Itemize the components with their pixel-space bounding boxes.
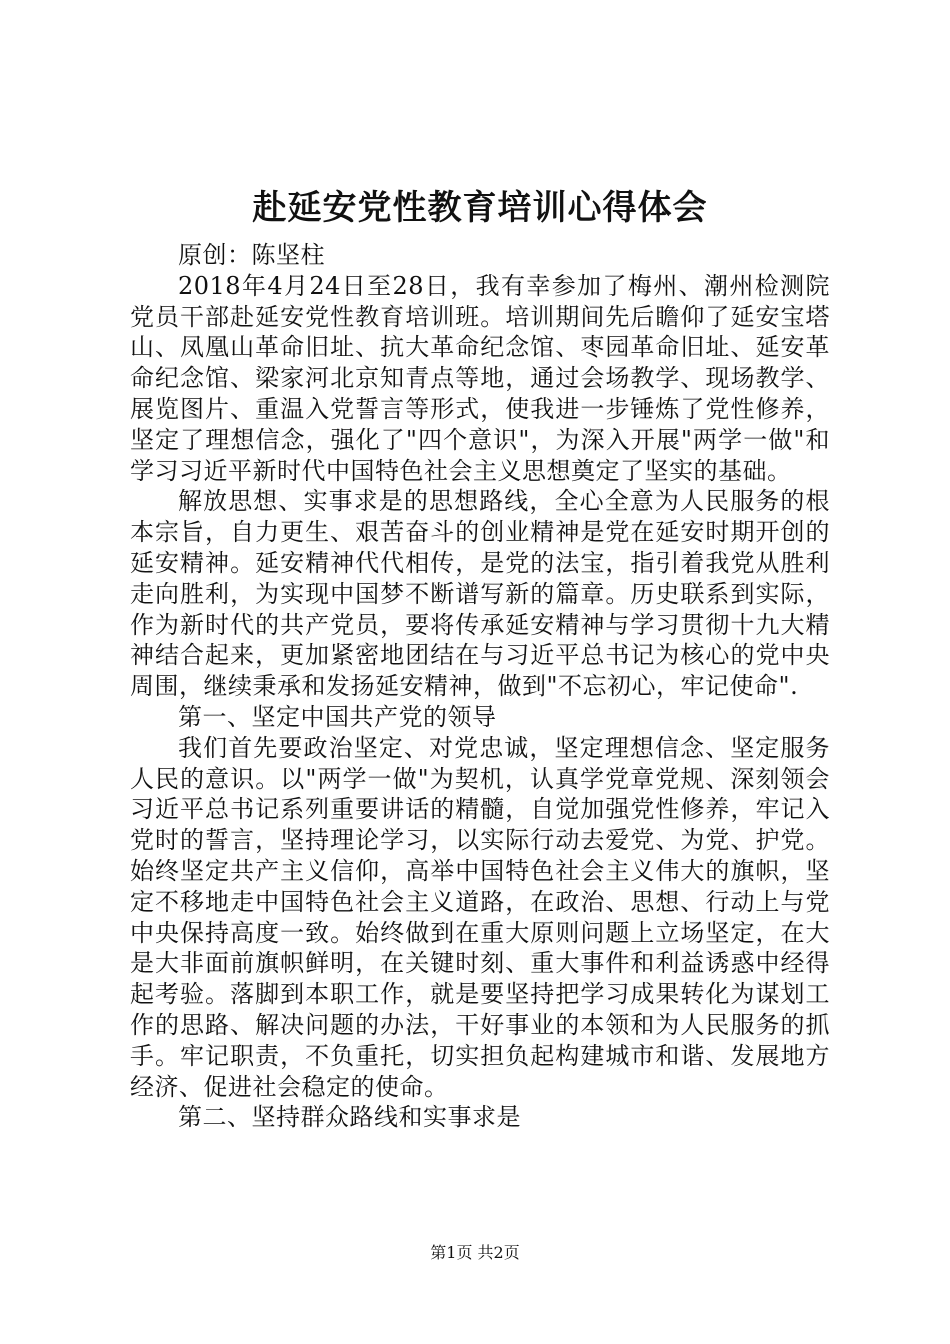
page-footer: 第1页 共2页 xyxy=(430,1243,520,1262)
section-heading-2: 第二、坚持群众路线和实事求是 xyxy=(178,1103,521,1132)
document-title: 赴延安党性教育培训心得体会 xyxy=(252,188,708,228)
paragraph-intro: 2018年4月24日至28日，我有幸参加了梅州、潮州检测院党员干部赴延安党性教育培训班。培训期间先后瞻仰了延安宝塔山、凤凰山革命旧址、抗大革命纪念馆、枣园革命旧址、延安革命纪念馆、梁家河北京知青点等地，通过会场教学、现场教学、展览图片、重温入党誓言等形式，使我进一步锤炼了党性修养，坚定了理想信念，强化了"四个意识"，为深入开展"两学一做"和学习习近平新时代中国特色社会主义思想奠定了坚实的基础。 xyxy=(130,271,830,485)
author-line: 原创：陈坚柱 xyxy=(178,241,325,269)
section-heading-1: 第一、坚定中国共产党的领导 xyxy=(178,702,497,731)
document-page xyxy=(130,180,830,1133)
paragraph-section-1: 我们首先要政治坚定、对党忠诚，坚定理想信念、坚定服务人民的意识。以"两学一做"为契机，认真学党章党规、深刻领会习近平总书记系列重要讲话的精髓，自觉加强党性修养，牢记入党时的誓言，坚持理论学习，以实际行动去爱党、为党、护党。始终坚定共产主义信仰，高举中国特色社会主义伟大的旗帜，坚定不移地走中国特色社会主义道路，在政治、思想、行动上与党中央保持高度一致。始终做到在重大原则问题上立场坚定，在大是大非面前旗帜鲜明，在关键时刻、重大事件和利益诱惑中经得起考验。落脚到本职工作，就是要坚持把学习成果转化为谋划工作的思路、解决问题的办法，干好事业的本领和为人民服务的抓手。牢记职责，不负重托，切实担负起构建城市和谐、发展地方经济、促进社会稳定的使命。 xyxy=(130,733,830,1101)
paragraph-yanan-spirit: 解放思想、实事求是的思想路线，全心全意为人民服务的根本宗旨，自力更生、艰苦奋斗的创业精神是党在延安时期开创的延安精神。延安精神代代相传，是党的法宝，指引着我党从胜利走向胜利，为实现中国梦不断谱写新的篇章。历史联系到实际，作为新时代的共产党员，要将传承延安精神与学习贯彻十九大精神结合起来，更加紧密地团结在与习近平总书记为核心的党中央周围，继续秉承和发扬延安精神，做到"不忘初心，牢记使命". xyxy=(130,487,830,701)
